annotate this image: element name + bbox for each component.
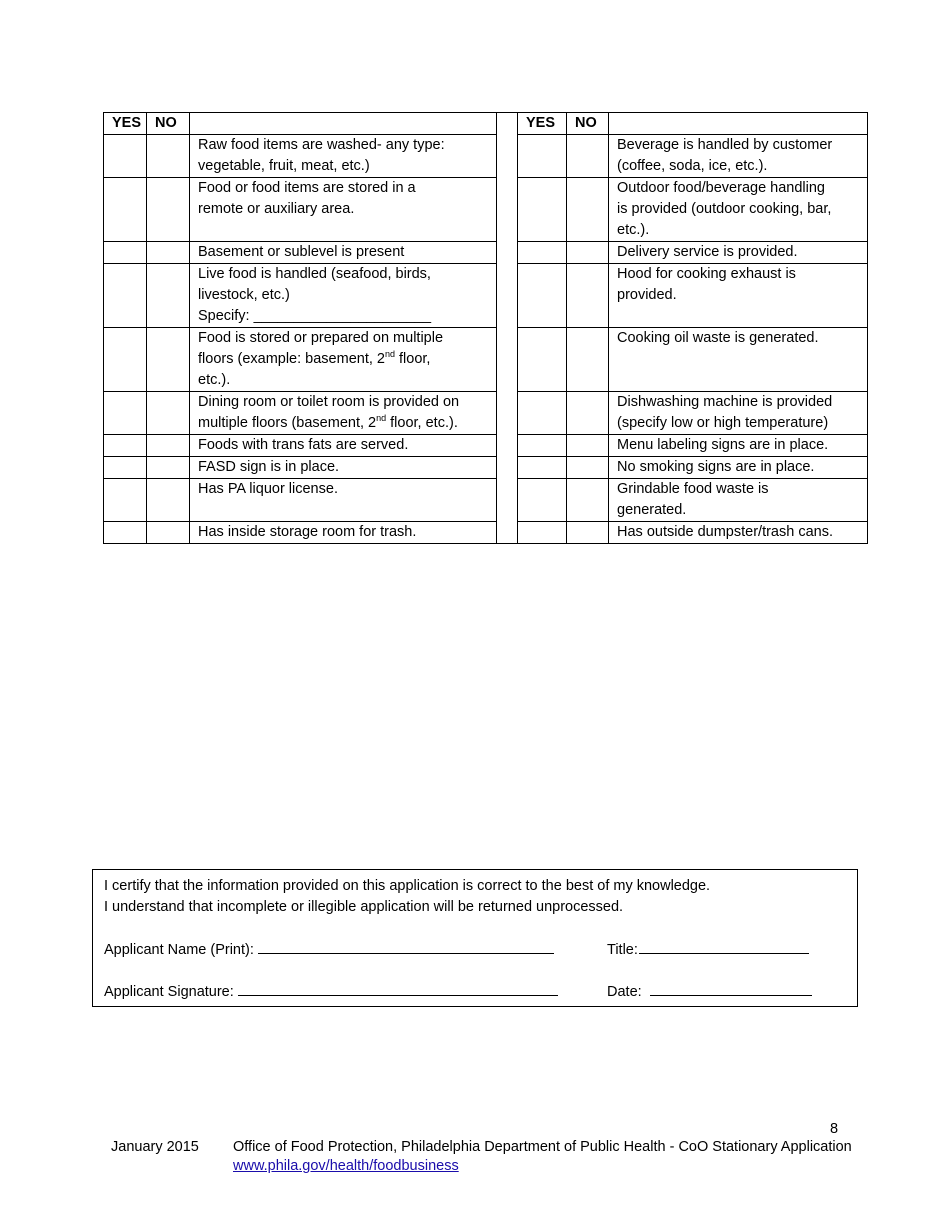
yes-checkbox-cell[interactable] [518,242,567,264]
yes-checkbox-cell[interactable] [518,435,567,457]
footer-link[interactable]: www.phila.gov/health/foodbusiness [233,1158,459,1174]
header-row [104,113,868,135]
no-checkbox-cell[interactable] [147,392,190,435]
no-checkbox-cell[interactable] [147,328,190,392]
yes-checkbox-cell[interactable] [518,479,567,522]
yes-checkbox-cell[interactable] [104,242,147,264]
column-gap [497,113,518,135]
no-header-left: NO [147,113,190,135]
understand-statement: I understand that incomplete or illegible application will be returned unprocessed. [104,899,624,915]
item-label: Has inside storage room for trash. [190,522,497,544]
table-row [104,178,868,242]
table-row [104,479,868,522]
item-label: No smoking signs are in place. [609,457,868,479]
no-checkbox-cell[interactable] [567,457,609,479]
item-label: Foods with trans fats are served. [190,435,497,457]
no-checkbox-cell[interactable] [567,135,609,178]
item-label: Basement or sublevel is present [190,242,497,264]
title-label: Title: [607,942,638,958]
yes-checkbox-cell[interactable] [104,135,147,178]
footer-office: Office of Food Protection, Philadelphia Department of Public Health - CoO Stationary Application [233,1139,852,1155]
table-row [104,435,868,457]
no-checkbox-cell[interactable] [147,264,190,328]
item-label: Has outside dumpster/trash cans. [609,522,868,544]
yes-checkbox-cell[interactable] [518,392,567,435]
yes-checkbox-cell[interactable] [104,328,147,392]
table-row [104,264,868,328]
yes-checkbox-cell[interactable] [518,135,567,178]
no-header-right: NO [567,113,609,135]
item-label: Hood for cooking exhaust is provided. [609,264,868,328]
table-row [104,242,868,264]
item-label: Grindable food waste is generated. [609,479,868,522]
no-checkbox-cell[interactable] [147,457,190,479]
footer-date: January 2015 [111,1139,199,1155]
item-label: Dishwashing machine is provided (specify low or high temperature) [609,392,868,435]
table-row [104,392,868,435]
item-label: Cooking oil waste is generated. [609,328,868,392]
yes-checkbox-cell[interactable] [104,457,147,479]
applicant-signature-row [104,980,558,1003]
table-row [104,135,868,178]
applicant-signature-field[interactable] [238,980,558,996]
item-label: Food is stored or prepared on multiple floors (example: basement, 2nd floor, etc.). [190,328,497,392]
table-row [104,457,868,479]
yes-checkbox-cell[interactable] [518,178,567,242]
item-label: Outdoor food/beverage handling is provided (outdoor cooking, bar, etc.). [609,178,868,242]
yes-checkbox-cell[interactable] [104,392,147,435]
certification-box [92,869,858,1007]
applicant-name-field[interactable] [258,938,554,954]
no-checkbox-cell[interactable] [567,264,609,328]
no-checkbox-cell[interactable] [567,242,609,264]
title-field[interactable] [639,938,809,954]
no-checkbox-cell[interactable] [567,522,609,544]
yes-checkbox-cell[interactable] [518,264,567,328]
date-field[interactable] [650,980,812,996]
certify-statement: I certify that the information provided on this application is correct to the best of my knowledge. [104,878,711,894]
applicant-signature-label: Applicant Signature: [104,984,234,1000]
yes-checkbox-cell[interactable] [518,328,567,392]
yes-header-right: YES [518,113,567,135]
yes-checkbox-cell[interactable] [518,522,567,544]
no-checkbox-cell[interactable] [567,479,609,522]
date-row [607,980,812,1003]
yes-checkbox-cell[interactable] [104,264,147,328]
checklist-table [103,112,868,544]
item-label: Has PA liquor license. [190,479,497,522]
no-checkbox-cell[interactable] [147,178,190,242]
yes-checkbox-cell[interactable] [104,178,147,242]
page-number: 8 [830,1121,839,1137]
yes-header-left: YES [104,113,147,135]
no-checkbox-cell[interactable] [147,435,190,457]
item-header-left [190,113,497,135]
title-row [607,938,809,961]
table-row [104,522,868,544]
item-label: Beverage is handled by customer (coffee, soda, ice, etc.). [609,135,868,178]
no-checkbox-cell[interactable] [147,479,190,522]
yes-checkbox-cell[interactable] [104,435,147,457]
item-label: Food or food items are stored in a remote or auxiliary area. [190,178,497,242]
no-checkbox-cell[interactable] [567,435,609,457]
specify-field[interactable]: Specify: ______________________ [198,308,432,324]
item-label: Delivery service is provided. [609,242,868,264]
table-row [104,328,868,392]
no-checkbox-cell[interactable] [567,178,609,242]
applicant-name-row [104,938,554,961]
date-label: Date: [607,984,642,1000]
no-checkbox-cell[interactable] [567,328,609,392]
no-checkbox-cell[interactable] [147,242,190,264]
yes-checkbox-cell[interactable] [104,479,147,522]
yes-checkbox-cell[interactable] [104,522,147,544]
item-label: Raw food items are washed- any type: vegetable, fruit, meat, etc.) [190,135,497,178]
yes-checkbox-cell[interactable] [518,457,567,479]
item-label: Live food is handled (seafood, birds, livestock, etc.) Specify: ______________________ [190,264,497,328]
no-checkbox-cell[interactable] [567,392,609,435]
item-label: Dining room or toilet room is provided on multiple floors (basement, 2nd floor, etc.). [190,392,497,435]
no-checkbox-cell[interactable] [147,522,190,544]
item-label: FASD sign is in place. [190,457,497,479]
item-header-right [609,113,868,135]
no-checkbox-cell[interactable] [147,135,190,178]
applicant-name-label: Applicant Name (Print): [104,942,254,958]
item-label: Menu labeling signs are in place. [609,435,868,457]
